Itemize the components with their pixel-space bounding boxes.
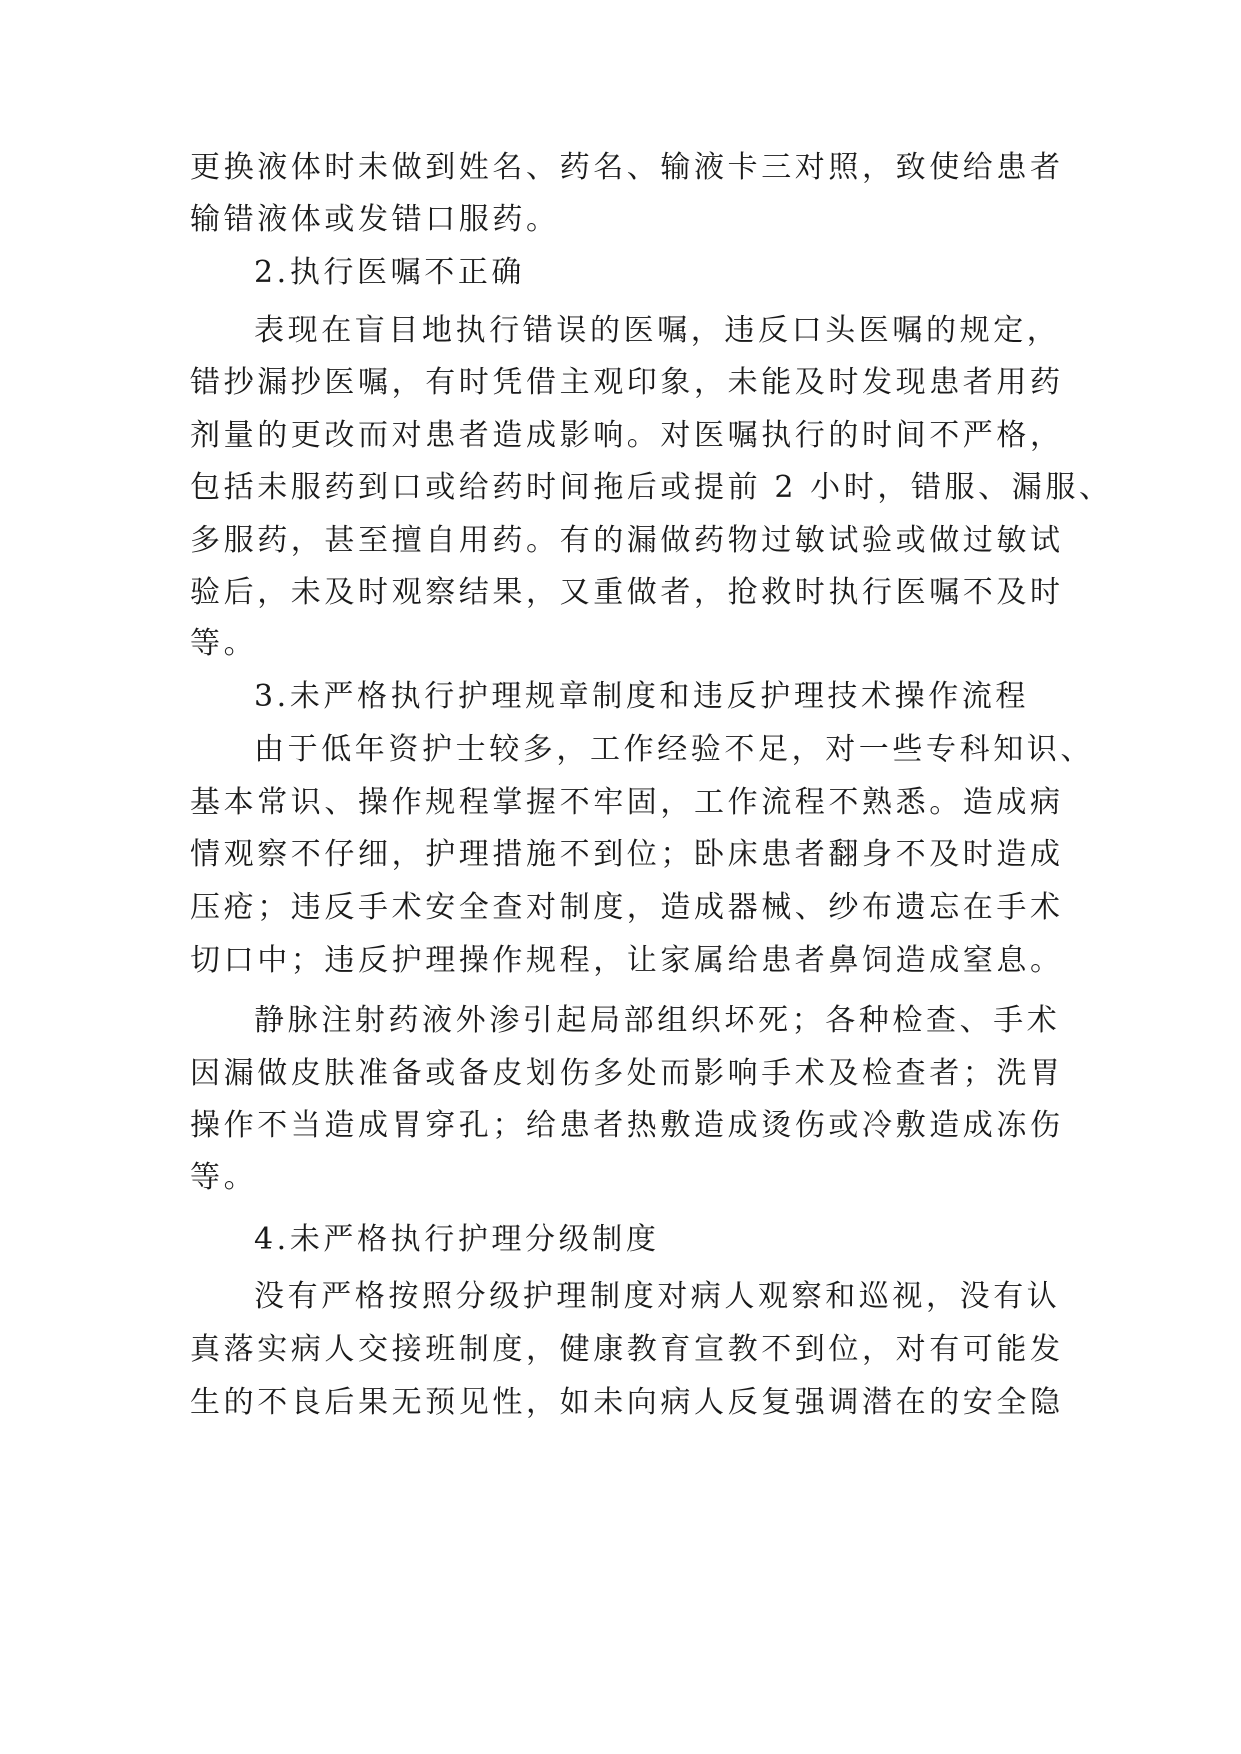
text-line: 操作不当造成胃穿孔；给患者热敷造成烫伤或冷敷造成冻伤 [190, 1108, 1064, 1143]
text-line: 压疮；违反手术安全查对制度，造成器械、纱布遗忘在手术 [190, 890, 1064, 925]
text-line: 没有严格按照分级护理制度对病人观察和巡视，没有认 [254, 1279, 1061, 1314]
text-line: 由于低年资护士较多，工作经验不足，对一些专科知识、 [254, 732, 1094, 767]
text-line: 表现在盲目地执行错误的医嘱，违反口头医嘱的规定， [254, 313, 1061, 348]
text-line: 情观察不仔细，护理措施不到位；卧床患者翻身不及时造成 [190, 837, 1064, 872]
section-heading: 3.未严格执行护理规章制度和违反护理技术操作流程 [254, 679, 1030, 714]
text-line: 等。 [190, 1160, 258, 1195]
text-line: 更换液体时未做到姓名、药名、输液卡三对照，致使给患者 [190, 150, 1064, 185]
text-line: 生的不良后果无预见性，如未向病人反复强调潜在的安全隐 [190, 1385, 1064, 1420]
text-line: 基本常识、操作规程掌握不牢固，工作流程不熟悉。造成病 [190, 785, 1064, 820]
text-line: 真落实病人交接班制度，健康教育宣教不到位，对有可能发 [190, 1332, 1064, 1367]
text-line: 剂量的更改而对患者造成影响。对医嘱执行的时间不严格， [190, 418, 1064, 453]
text-line: 等。 [190, 626, 258, 661]
text-line: 验后，未及时观察结果，又重做者，抢救时执行医嘱不及时 [190, 575, 1064, 610]
text-line: 切口中；违反护理操作规程，让家属给患者鼻饲造成窒息。 [190, 943, 1064, 978]
text-line: 错抄漏抄医嘱，有时凭借主观印象，未能及时发现患者用药 [190, 365, 1064, 400]
text-line: 静脉注射药液外渗引起局部组织坏死；各种检查、手术 [254, 1003, 1061, 1038]
section-heading: 2.执行医嘱不正确 [254, 255, 526, 290]
text-line: 包括未服药到口或给药时间拖后或提前 2 小时，错服、漏服、 [190, 470, 1113, 505]
text-line: 多服药，甚至擅自用药。有的漏做药物过敏试验或做过敏试 [190, 523, 1064, 558]
text-line: 输错液体或发错口服药。 [190, 202, 560, 237]
text-line: 因漏做皮肤准备或备皮划伤多处而影响手术及检查者；洗胃 [190, 1056, 1064, 1091]
section-heading: 4.未严格执行护理分级制度 [254, 1222, 660, 1257]
